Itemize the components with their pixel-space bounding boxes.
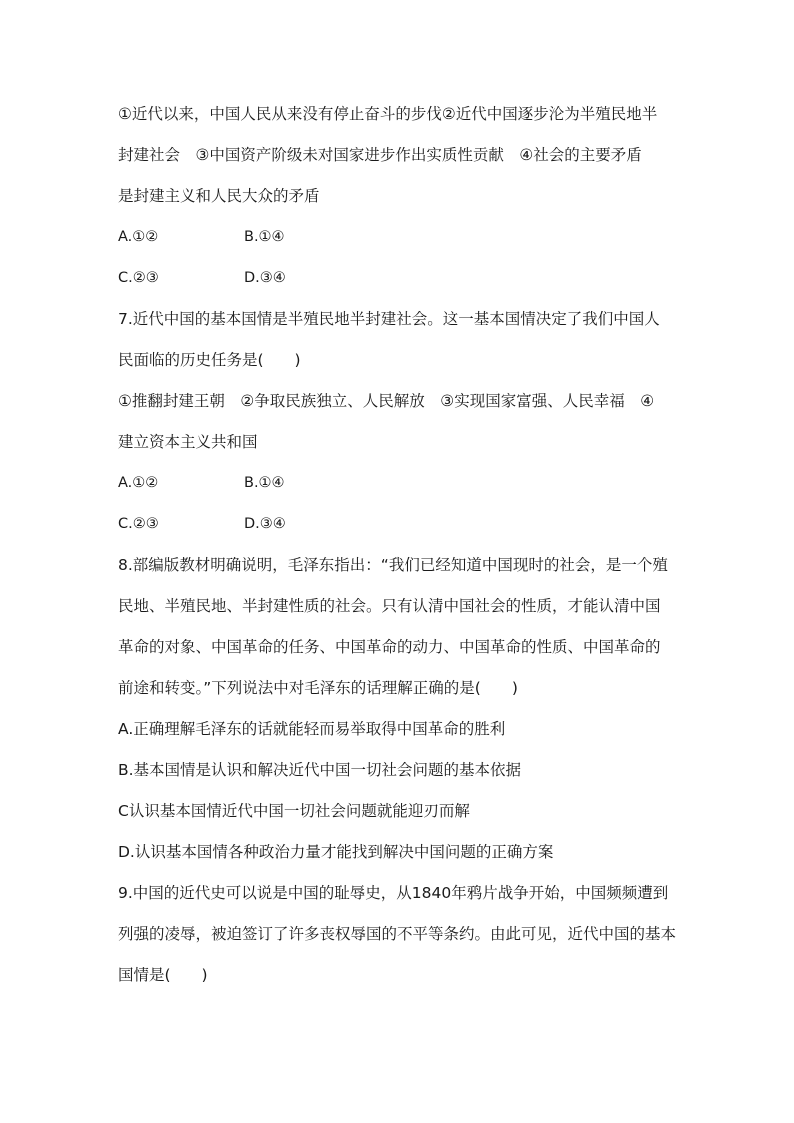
question-6-options-row-1 xyxy=(118,227,684,247)
question-7-option-b[interactable]: B.①④ xyxy=(244,475,285,491)
question-6-items xyxy=(118,104,684,206)
question-8-stem-line: 前途和转变。”下列说法中对毛泽东的话理解正确的是( ) xyxy=(118,679,518,697)
question-7-option-c[interactable]: C.②③ xyxy=(118,516,159,532)
question-7-item-line: ①推翻封建王朝 ②争取民族独立、人民解放 ③实现国家富强、人民幸福 ④ xyxy=(118,392,655,410)
question-7 xyxy=(118,309,684,534)
question-8 xyxy=(118,555,684,862)
question-6-option-a[interactable]: A.①② xyxy=(118,229,159,245)
question-8-option-a[interactable]: A.正确理解毛泽东的话就能轻而易举取得中国革命的胜利 xyxy=(118,720,506,738)
question-7-options-row-1 xyxy=(118,473,684,493)
question-9-stem-line: 国情是( ) xyxy=(118,966,208,984)
question-6-option-d[interactable]: D.③④ xyxy=(244,270,286,286)
question-9-stem-line: 列强的凌辱，被迫签订了许多丧权辱国的不平等条约。由此可见，近代中国的基本 xyxy=(118,925,677,943)
question-8-stem-line: 革命的对象、中国革命的任务、中国革命的动力、中国革命的性质、中国革命的 xyxy=(118,638,661,656)
question-8-stem-line: 民地、半殖民地、半封建性质的社会。只有认清中国社会的性质，才能认清中国 xyxy=(118,597,661,615)
question-8-option-c[interactable]: C认识基本国情近代中国一切社会问题就能迎刃而解 xyxy=(118,802,470,820)
question-7-option-d[interactable]: D.③④ xyxy=(244,516,286,532)
question-7-options-row-2 xyxy=(118,514,684,534)
question-7-item-line: 建立资本主义共和国 xyxy=(118,433,258,451)
question-6-option-c[interactable]: C.②③ xyxy=(118,270,159,286)
question-7-option-a[interactable]: A.①② xyxy=(118,475,159,491)
question-6-options-row-2 xyxy=(118,268,684,288)
question-7-stem-line: 民面临的历史任务是( ) xyxy=(118,351,301,369)
question-6-option-b[interactable]: B.①④ xyxy=(244,229,285,245)
question-6-item-line: ①近代以来，中国人民从来没有停止奋斗的步伐②近代中国逐步沦为半殖民地半 xyxy=(118,105,658,123)
question-8-option-b[interactable]: B.基本国情是认识和解决近代中国一切社会问题的基本依据 xyxy=(118,761,522,779)
question-7-stem-line: 7.近代中国的基本国情是半殖民地半封建社会。这一基本国情决定了我们中国人 xyxy=(118,310,660,328)
question-9-stem-line: 9.中国的近代史可以说是中国的耻辱史，从1840年鸦片战争开始，中国频频遭到 xyxy=(118,884,669,902)
question-8-stem-line: 8.部编版教材明确说明，毛泽东指出：“我们已经知道中国现时的社会，是一个殖 xyxy=(118,556,668,574)
document-page xyxy=(118,104,684,985)
question-9 xyxy=(118,883,684,985)
question-8-option-d[interactable]: D.认识基本国情各种政治力量才能找到解决中国问题的正确方案 xyxy=(118,843,554,861)
question-6-item-line: 封建社会 ③中国资产阶级未对国家进步作出实质性贡献 ④社会的主要矛盾 xyxy=(118,146,642,164)
question-6-item-line: 是封建主义和人民大众的矛盾 xyxy=(118,187,320,205)
